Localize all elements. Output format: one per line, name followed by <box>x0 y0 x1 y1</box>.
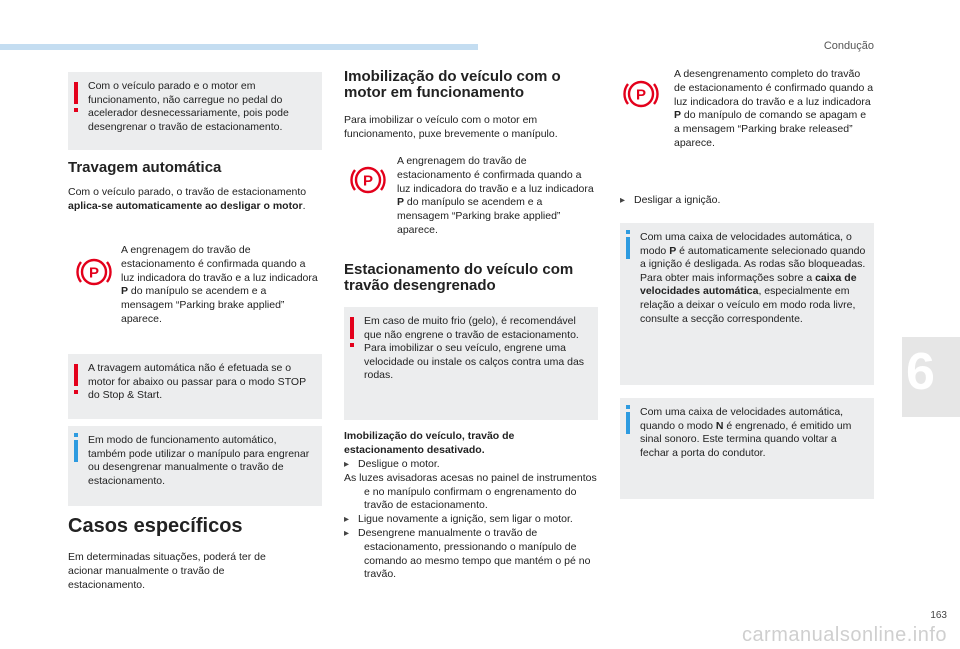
warning-box <box>68 72 322 150</box>
info-box <box>620 223 874 385</box>
arrow-bullet-icon: ▸ <box>344 527 350 539</box>
arrow-bullet-icon: ▸ <box>620 195 626 206</box>
instruction-list <box>344 458 602 582</box>
header-accent-bar <box>0 44 478 50</box>
warning-icon <box>74 364 78 386</box>
heading-travagem-automatica: Travagem automática <box>68 159 222 176</box>
svg-text:P: P <box>635 86 647 104</box>
warning-icon <box>74 82 78 104</box>
parking-brake-warning-icon <box>74 252 114 292</box>
info-icon <box>626 237 630 259</box>
heading-estacionamento: Estacionamento do veículo com travão desengrenado <box>344 261 574 294</box>
info-text: Com uma caixa de velocidades automática, o modo P é automaticamente selecionado quando a ignição é desligada. As rodas são bloqueadas. Para obter mais informações sobre a caixa de velocidades automática, especialmente em relação a deixar o veículo em modo roda livre, consulte a secção correspondente. <box>640 231 866 325</box>
info-icon <box>626 412 630 434</box>
paragraph: Com o veículo parado, o travão de estacionamento aplica-se automaticamente ao desligar o motor. <box>68 186 307 212</box>
watermark: carmanualsonline.info <box>741 624 947 646</box>
page-number: 163 <box>930 610 947 621</box>
info-text: Com uma caixa de velocidades automática, quando o modo N é engrenado, é emitido um sinal sonoro. Este termina quando voltar a fechar a porta do condutor. <box>640 406 852 459</box>
warning-box <box>344 307 598 420</box>
warning-text: Em caso de muito frio (gelo), é recomendável que não engrene o travão de estacionamento. Para imobilizar o seu veículo, engrene uma velocidade ou instale os calços contra uma das rodas. <box>364 315 585 382</box>
list-item: As luzes avisadoras acesas no painel de instrumentos e no manípulo confirmam o engrenamento do travão de estacionamento. <box>344 471 597 512</box>
icon-description: A engrenagem do travão de estacionamento é confirmada quando a luz indicadora do travão e a luz indicadora P do manípulo se acendem e a mensagem “Parking brake applied” aparece. <box>121 244 318 325</box>
subheading: Imobilização do veículo, travão de estacionamento desativado. <box>344 430 515 456</box>
arrow-bullet-icon: ▸ <box>344 459 350 470</box>
arrow-bullet-icon: ▸ <box>344 514 350 526</box>
parking-brake-warning-icon <box>621 74 661 114</box>
info-box <box>68 426 322 506</box>
paragraph: Em determinadas situações, poderá ter de acionar manualmente o travão de estacionamento. <box>68 551 266 591</box>
info-box <box>620 398 874 499</box>
warning-icon <box>350 317 354 339</box>
list-item: ▸ Desligar a ignição. <box>620 194 721 206</box>
list-item: ▸ Desligue o motor. <box>344 458 440 470</box>
warning-text: A travagem automática não é efetuada se o motor for abaixo ou passar para o modo STOP do Stop & Start. <box>88 362 306 402</box>
svg-text:P: P <box>88 264 100 282</box>
icon-description: A engrenagem do travão de estacionamento é confirmada quando a luz indicadora do travão e a luz indicadora P do manípulo se acendem e a mensagem “Parking brake applied” aparece. <box>397 155 594 236</box>
instruction-list <box>620 194 870 208</box>
warning-box <box>68 354 322 419</box>
heading-casos-especificos: Casos específicos <box>68 515 243 537</box>
info-text: Em modo de funcionamento automático, também pode utilizar o manípulo para engrenar ou desengrenar manualmente o travão de estacionamento. <box>88 434 310 487</box>
list-item: ▸ Desengrene manualmente o travão de estacionamento, pressionando o manípulo de comando ao mesmo tempo que mantém o pé no travão. <box>344 526 591 581</box>
section-title: Condução <box>823 40 874 52</box>
heading-imobilizacao: Imobilização do veículo com o motor em funcionamento <box>344 68 561 101</box>
chapter-number: 6 <box>906 343 935 401</box>
warning-text: Com o veículo parado e o motor em funcionamento, não carregue no pedal do acelerador desnecessariamente, pois pode desengrenar o travão de estacionamento. <box>88 80 289 133</box>
list-item: ▸ Ligue novamente a ignição, sem ligar o motor. <box>344 513 573 526</box>
parking-brake-warning-icon <box>348 160 388 200</box>
info-icon <box>74 440 78 462</box>
svg-text:P: P <box>362 172 374 190</box>
paragraph: Para imobilizar o veículo com o motor em funcionamento, puxe brevemente o manípulo. <box>344 114 558 140</box>
icon-description: A desengrenamento completo do travão de estacionamento é confirmado quando a luz indicadora do travão e a luz indicadora P do manípulo de comando se apagam e a mensagem “Parking brake released” aparece. <box>674 68 874 149</box>
